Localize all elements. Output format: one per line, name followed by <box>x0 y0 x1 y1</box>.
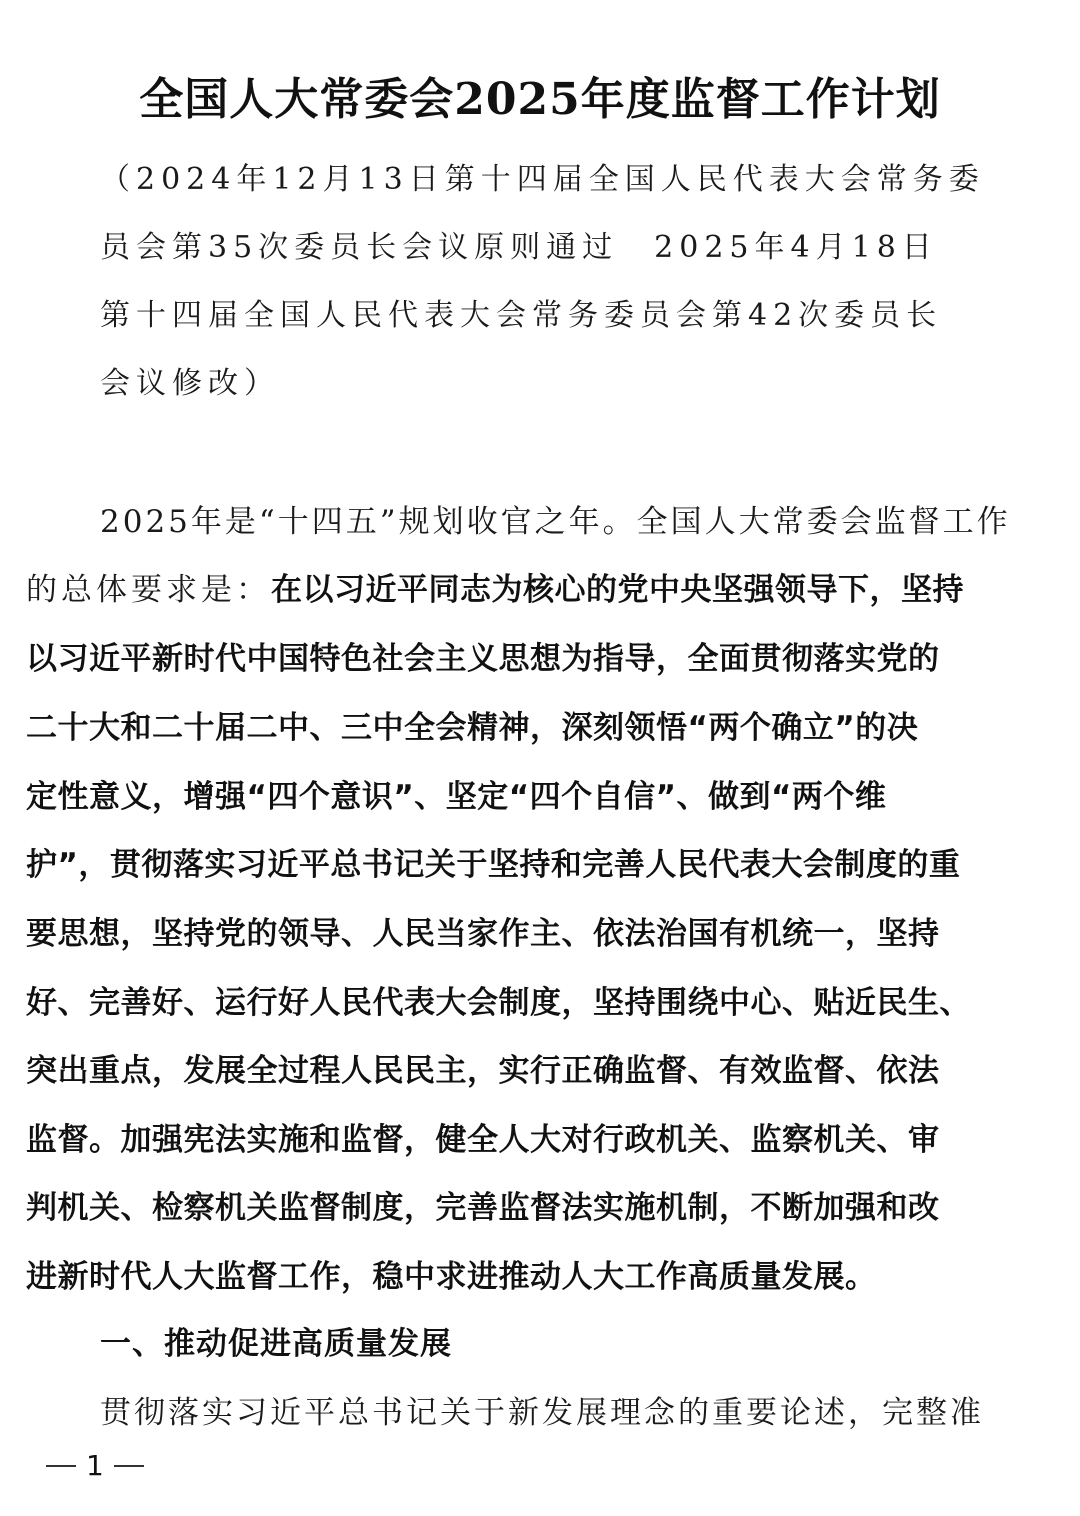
paragraph-1-line-11: 判机关、检察机关监督制度，完善监督法实施机制，不断加强和改 <box>26 1190 940 1226</box>
paragraph-1-line-7: 要思想，坚持党的领导、人民当家作主、依法治国有机统一，坚持 <box>26 916 940 952</box>
paragraph-1-line-2-bold: 在以习近平同志为核心的党中央坚强领导下，坚持 <box>271 572 964 608</box>
subtitle-line-4: 会议修改） <box>100 366 280 401</box>
page-number-right-dash <box>114 1465 144 1467</box>
paragraph-1-line-6: 护”，贯彻落实习近平总书记关于坚持和完善人民代表大会制度的重 <box>26 847 961 883</box>
paragraph-1-line-3: 以习近平新时代中国特色社会主义思想为指导，全面贯彻落实党的 <box>26 641 940 677</box>
paragraph-1-line-2-lead: 的总体要求是： <box>26 572 271 608</box>
paragraph-1-line-2 <box>26 568 1060 612</box>
section-1-heading: 一、推动促进高质量发展 <box>100 1326 452 1362</box>
paragraph-1-line-5: 定性意义，增强“四个意识”、坚定“四个自信”、做到“两个维 <box>26 779 887 815</box>
paragraph-1-line-8: 好、完善好、运行好人民代表大会制度，坚持围绕中心、贴近民生、 <box>26 985 971 1021</box>
paragraph-1-line-12: 进新时代人大监督工作，稳中求进推动人大工作高质量发展。 <box>26 1259 877 1295</box>
subtitle-line-2: 员会第35次委员长会议原则通过 2025年4月18日 <box>100 230 938 265</box>
subtitle-line-1: （2024年12月13日第十四届全国人民代表大会常务委 <box>100 162 985 197</box>
paragraph-1-line-1: 2025年是“十四五”规划收官之年。全国人大常委会监督工作 <box>100 504 1011 540</box>
section-1-line-1: 贯彻落实习近平总书记关于新发展理念的重要论述，完整准 <box>100 1395 984 1431</box>
page-number-left-dash <box>46 1465 76 1467</box>
paragraph-1-line-9: 突出重点，发展全过程人民民主，实行正确监督、有效监督、依法 <box>26 1053 940 1089</box>
document-title: 全国人大常委会2025年度监督工作计划 <box>139 74 941 125</box>
subtitle-line-3: 第十四届全国人民代表大会常务委员会第42次委员长 <box>100 298 943 333</box>
paragraph-1-line-10: 监督。加强宪法实施和监督，健全人大对行政机关、监察机关、审 <box>26 1122 940 1158</box>
paragraph-1-line-4: 二十大和二十届二中、三中全会精神，深刻领悟“两个确立”的决 <box>26 710 919 746</box>
page-number <box>36 1448 154 1484</box>
page-number-value: 1 <box>86 1449 104 1482</box>
